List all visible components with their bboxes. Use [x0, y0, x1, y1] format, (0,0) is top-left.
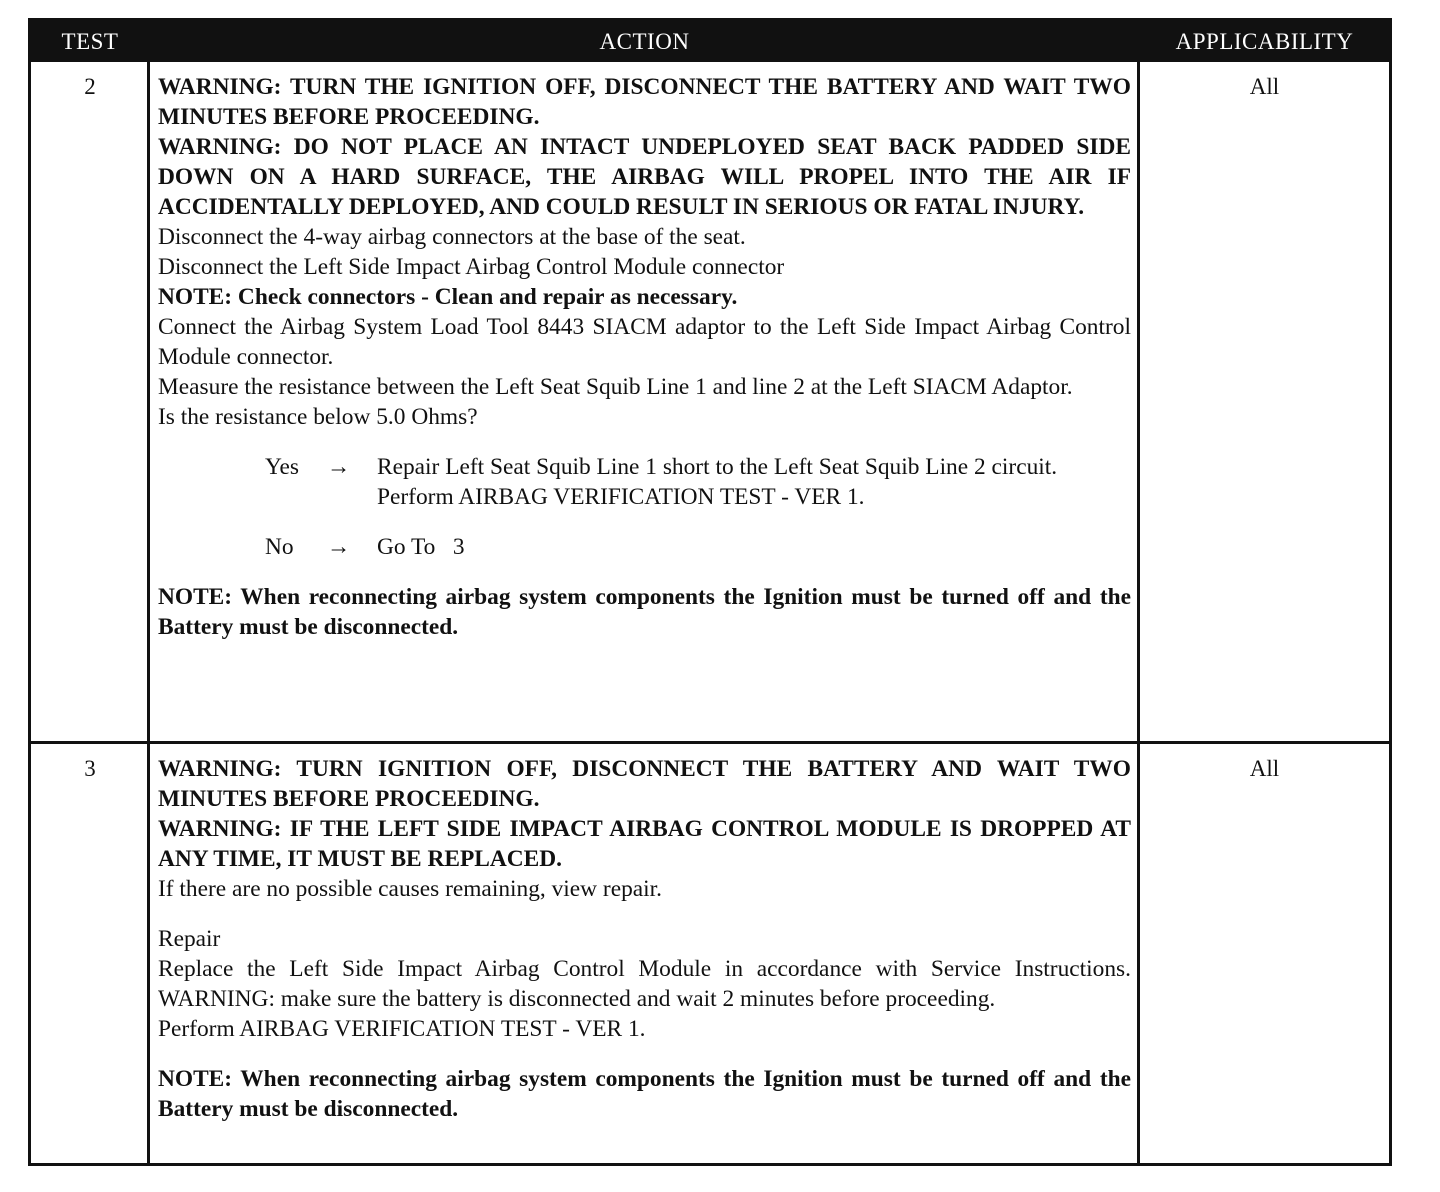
no-label: No: [265, 534, 294, 560]
action-cell: [158, 72, 1131, 642]
repair-perform-text: Perform AIRBAG VERIFICATION TEST - VER 1.: [158, 1016, 646, 1042]
no-response: [158, 532, 1131, 562]
column-divider: [1137, 62, 1140, 1163]
diagnostic-table: [28, 18, 1392, 1166]
header-test: TEST: [61, 29, 119, 54]
yes-action-text: Repair Left Seat Squib Line 1 short to the Left Seat Squib Line 2 circuit.: [377, 454, 1058, 480]
column-divider: [147, 62, 150, 1163]
yes-perform-text: Perform AIRBAG VERIFICATION TEST - VER 1.: [377, 484, 865, 510]
applicability-value: All: [1249, 74, 1280, 99]
arrow-right-icon: →: [327, 454, 351, 480]
row-divider: [31, 741, 1389, 744]
repair-text: Replace the Left Side Impact Airbag Control Module in accordance with Service Instructions. WARNING: make sure the battery is disconnected and wait 2 minutes before proceeding.: [158, 956, 1131, 1012]
repair-label: Repair: [158, 926, 221, 952]
note-text: NOTE: When reconnecting airbag system components the Ignition must be turned off and the Battery must be disconnected.: [158, 1066, 1131, 1122]
table-header: [31, 21, 1389, 62]
yes-label: Yes: [265, 454, 300, 480]
note-text: NOTE: When reconnecting airbag system components the Ignition must be turned off and the Battery must be disconnected.: [158, 584, 1131, 640]
instruction-text: If there are no possible causes remaining, view repair.: [158, 876, 663, 902]
goto-link[interactable]: Go To 3: [377, 534, 465, 560]
instruction-text: Disconnect the Left Side Impact Airbag Control Module connector: [158, 254, 785, 280]
header-action: ACTION: [599, 29, 690, 54]
applicability-value: All: [1249, 756, 1280, 781]
arrow-right-icon: →: [327, 534, 351, 560]
test-number: 3: [84, 756, 96, 781]
note-text: NOTE: Check connectors - Clean and repair as necessary.: [158, 284, 738, 310]
warning-text: WARNING: TURN THE IGNITION OFF, DISCONNECT THE BATTERY AND WAIT TWO MINUTES BEFORE PROCEEDING.: [158, 74, 1131, 130]
instruction-text: Measure the resistance between the Left Seat Squib Line 1 and line 2 at the Left SIACM Adaptor.: [158, 374, 1073, 400]
warning-text: WARNING: IF THE LEFT SIDE IMPACT AIRBAG CONTROL MODULE IS DROPPED AT ANY TIME, IT MUST BE REPLACED.: [158, 816, 1131, 872]
header-applicability: APPLICABILITY: [1175, 29, 1354, 54]
warning-text: WARNING: DO NOT PLACE AN INTACT UNDEPLOYED SEAT BACK PADDED SIDE DOWN ON A HARD SURFACE, THE AIRBAG WILL PROPEL INTO THE AIR IF ACCIDENTALLY DEPLOYED, AND COULD RESULT IN SERIOUS OR FATAL INJURY.: [158, 134, 1131, 220]
instruction-text: Connect the Airbag System Load Tool 8443 SIACM adaptor to the Left Side Impact Airbag Control Module connector.: [158, 314, 1131, 370]
question-text: Is the resistance below 5.0 Ohms?: [158, 404, 478, 430]
instruction-text: Disconnect the 4-way airbag connectors at the base of the seat.: [158, 224, 746, 250]
yes-response: [158, 452, 1131, 512]
warning-text: WARNING: TURN IGNITION OFF, DISCONNECT THE BATTERY AND WAIT TWO MINUTES BEFORE PROCEEDING.: [158, 756, 1131, 812]
test-number: 2: [84, 74, 96, 99]
action-cell: [158, 754, 1131, 1124]
